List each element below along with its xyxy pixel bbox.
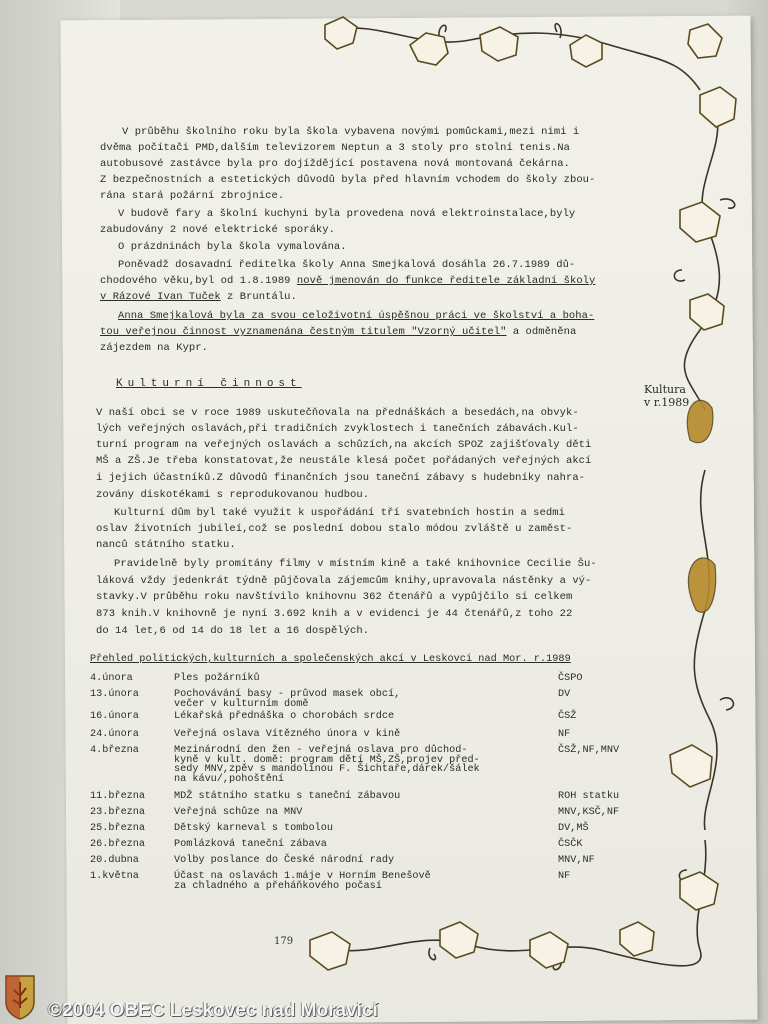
- event-name: Ples požárníků: [174, 673, 260, 684]
- event-organizer: NF: [558, 871, 571, 882]
- text-line: V průběhu školního roku byla škola vybavena novými pomůckami,mezi nimi i: [122, 126, 580, 138]
- event-date: 4.února: [90, 673, 133, 684]
- text-line: rána stará požární zbrojnice.: [100, 190, 285, 202]
- margin-note: [644, 383, 689, 409]
- text-line: O prázdninách byla škola vymalována.: [118, 241, 347, 253]
- event-date: 20.dubna: [90, 855, 139, 866]
- underlined-fragment: tou veřejnou činnost vyznamenána čestným titulem "Vzorný učitel": [100, 326, 507, 338]
- text-line: [100, 275, 595, 287]
- village-coat-of-arms-icon: [4, 974, 36, 1020]
- table-row: [90, 872, 710, 894]
- text-line: V budově fary a školní kuchyni byla provedena nová elektroinstalace,byly: [118, 208, 576, 220]
- event-name: Účast na oslavách 1.máje v Horním Benešově za chladného a přeháňkového počasí: [174, 871, 431, 892]
- text-line: do 14 let,6 od 14 do 18 let a 16 dospělých.: [96, 625, 370, 637]
- event-date: 24.února: [90, 729, 139, 740]
- text-line: láková vždy jedenkrát týdně půjčovala zájemcům knihy,upravovala nástěnky a vý-: [96, 575, 592, 587]
- event-organizer: MNV,KSČ,NF: [558, 807, 620, 818]
- event-name: Veřejná oslava Vítězného února v kině: [174, 729, 401, 740]
- text-line: Poněvadž dosavadní ředitelka školy Anna Smejkalová dosáhla 26.7.1989 dů-: [118, 259, 576, 271]
- table-row: [90, 690, 710, 712]
- text-line: Z bezpečnostních a estetických důvodů byla před hlavním vchodem do školy zbou-: [100, 174, 596, 186]
- text-line: oslav životních jubileí,což se poslední dobou stalo módou zvláště u zaměst-: [96, 523, 573, 535]
- text-line: nanců státního statku.: [96, 539, 236, 551]
- event-organizer: DV: [558, 689, 571, 700]
- text-fragment: chodového věku,byl od 1.8.1989: [100, 275, 297, 287]
- text-line: zovány diskotékami s reprodukovanou hudbou.: [96, 489, 370, 501]
- text-line: [100, 291, 297, 303]
- event-name: Dětský karneval s tombolou: [174, 823, 333, 834]
- table-title: Přehled politických,kulturních a společenských akcí v Leskovci nad Mor. r.1989: [90, 654, 571, 665]
- text-line: autobusové zastávce byla pro dojíždějící postavena nová montovaná čekárna.: [100, 158, 570, 170]
- text-line: dvěma počítači PMD,dalším televizorem Neptun a 3 stoly pro stolní tenis.Na: [100, 142, 570, 154]
- event-date: 23.března: [90, 807, 146, 818]
- text-line: 873 knih.V knihovně je nyní 3.692 knih a v evidenci je 44 čtenářů,z toho 22: [96, 608, 573, 620]
- text-line: [100, 326, 576, 338]
- table-row: [90, 745, 710, 785]
- copyright-footer: ©2004 OBEC Leskovec nad Moravicí: [48, 1000, 378, 1021]
- event-date: 16.února: [90, 711, 139, 722]
- event-name: Pomlázková taneční zábava: [174, 839, 327, 850]
- text-line: MŠ a ZŠ.Je třeba konstatovat,že neustále klesá počet pořádaných veřejných akcí: [96, 455, 592, 467]
- event-date: 11.března: [90, 791, 146, 802]
- event-date: 13.února: [90, 689, 139, 700]
- text-line: Kulturní dům byl také využit k uspořádání tří svatebních hostin a sedmi: [114, 507, 565, 519]
- text-line: Anna Smejkalová byla za svou celoživotní úspěšnou práci ve školství a boha-: [118, 310, 595, 322]
- margin-note-line: v r.1989: [644, 396, 690, 409]
- underlined-fragment: nově jmenován do funkce ředitele základní školy: [296, 275, 596, 287]
- event-name: Mezinárodní den žen - veřejná oslava pro důchod- kyně v kult. domě: program dětí MŠ,ZŠ,projev před- sedy MNV,zpěv s mandolínou F. Šichtaře,dárek/šálek na kávu/,pohoštění: [174, 745, 480, 785]
- text-line: zájezdem na Kypr.: [100, 342, 208, 354]
- event-name: Pochovávání basy - průvod masek obcí, večer v kulturním domě: [174, 689, 401, 710]
- text-line: V naší obci se v roce 1989 uskutečňovala na přednáškách a besedách,na obvyk-: [96, 407, 579, 419]
- underlined-fragment: v Rázové Ivan Tuček: [100, 291, 221, 303]
- event-organizer: DV,MŠ: [558, 823, 589, 834]
- text-line: turní program na veřejných oslavách a schůzích,na akcích SPOZ zajišťovaly děti: [96, 439, 592, 451]
- event-organizer: ČSŽ: [558, 711, 577, 722]
- event-organizer: ČSPO: [558, 673, 583, 684]
- event-organizer: NF: [558, 729, 571, 740]
- text-line: lých veřejných oslavách,při tradičních zvyklostech i tanečních zábavách.Kul-: [96, 423, 579, 435]
- event-date: 26.března: [90, 839, 146, 850]
- event-name: Volby poslance do České národní rady: [174, 855, 395, 866]
- event-name: Lékařská přednáška o chorobách srdce: [174, 711, 395, 722]
- text-line: Pravidelně byly promítány filmy v místním kině a také knihovnice Cecilie Šu-: [114, 558, 597, 570]
- event-date: 1.května: [90, 871, 139, 882]
- text-line: zabudovány 2 nové elektrické sporáky.: [100, 224, 335, 236]
- text-line: stavky.V průběhu roku navštívilo knihovnu 362 čtenářů a vypůjčilo si celkem: [96, 591, 573, 603]
- event-name: MDŽ státního statku s taneční zábavou: [174, 791, 401, 802]
- text-line: i jejich účastníků.Z důvodů finančních jsou taneční zábavy s hudebníky nahra-: [96, 472, 586, 484]
- event-organizer: MNV,NF: [558, 855, 595, 866]
- event-organizer: ČSČK: [558, 839, 583, 850]
- text-fragment: z Bruntálu.: [220, 291, 297, 303]
- event-name: Veřejná schůze na MNV: [174, 807, 303, 818]
- event-date: 25.března: [90, 823, 146, 834]
- margin-note-line: Kultura: [644, 383, 686, 396]
- page-number: 179: [274, 936, 294, 947]
- event-date: 4.března: [90, 745, 139, 756]
- text-fragment: a odměněna: [506, 326, 577, 338]
- section-heading: Kulturní činnost: [116, 378, 302, 390]
- event-organizer: ROH statku: [558, 791, 620, 802]
- event-organizer: ČSŽ,NF,MNV: [558, 745, 620, 756]
